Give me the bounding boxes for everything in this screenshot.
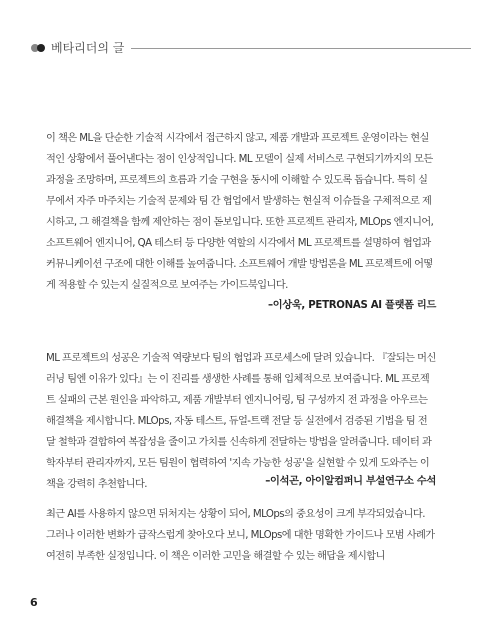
section-header: [31, 38, 471, 58]
section-title: 베타리더의 글: [51, 41, 125, 55]
review-author: –이상욱, PETRONAS AI 플랫폼 리드: [268, 300, 436, 311]
page-number: 6: [30, 596, 38, 609]
review-text: 이 책은 ML을 단순한 기술적 시각에서 접근하지 않고, 제품 개발과 프로젝트 운영이라는 현실적인 상황에서 풀어낸다는 점이 인상적입니다. ML 모델이 실제 서비스로 구현되기까지의 모든 과정을 조망하며, 프로젝트의 흐름과 기술 구현을 동시에 이해할 수 있도록 돕습니다. 특히 실무에서 자주 마주치는 기술적 문제와 팀 간 협업에서 발생하는 현실적 이슈들을 구체적으로 제시하고, 그 해결책을 함께 제안하는 점이 돋보입니다. 또한 프로젝트 관리자, MLOps 엔지니어, 소프트웨어 엔지니어, QA 테스터 등 다양한 역할의 시각에서 ML 프로젝트를 설명하여 협업과 커뮤니케이션 구조에 대한 이해를 높여줍니다. 소프트웨어 개발 방법론을 ML 프로젝트에 어떻게 적용할 수 있는지 실질적으로 보여주는 가이드북입니다.: [46, 133, 434, 291]
header-rule: [131, 48, 471, 49]
bullet-dots-icon: [31, 43, 45, 53]
review-text: 최근 AI를 사용하지 않으면 뒤처지는 상황이 되어, MLOps의 중요성이 크게 부각되었습니다. 그러나 이러한 변화가 급작스럽게 찾아오다 보니, MLOps에 대한 명확한 가이드나 모범 사례가 여전히 부족한 실정입니다. 이 책은 이러한 고민을 해결할 수 있는 해답을 제시합니: [46, 509, 435, 562]
review-author: –이석곤, 아이알컴퍼니 부설연구소 수석: [265, 476, 436, 487]
review-text: ML 프로젝트의 성공은 기술적 역량보다 팀의 협업과 프로세스에 달려 있습니다. 『잘되는 머신러닝 팀엔 이유가 있다』는 이 진리를 생생한 사례를 통해 입체적으로 보여줍니다. ML 프로젝트 실패의 근본 원인을 파악하고, 제품 개발부터 엔지니어링, 팀 구성까지 전 과정을 아우르는 해결책을 제시합니다. MLOps, 자동 테스트, 듀얼-트랙 전달 등 실전에서 검증된 기법을 팀 전달 철학과 결합하여 복잡성을 줄이고 가치를 신속하게 전달하는 방법을 알려줍니다. 데이터 과학자부터 관리자까지, 모든 팀원이 협력하여 '지속 가능한 성공'을 실현할 수 있게 도와주는 이 책을 강력히 추천합니다.: [46, 353, 436, 490]
